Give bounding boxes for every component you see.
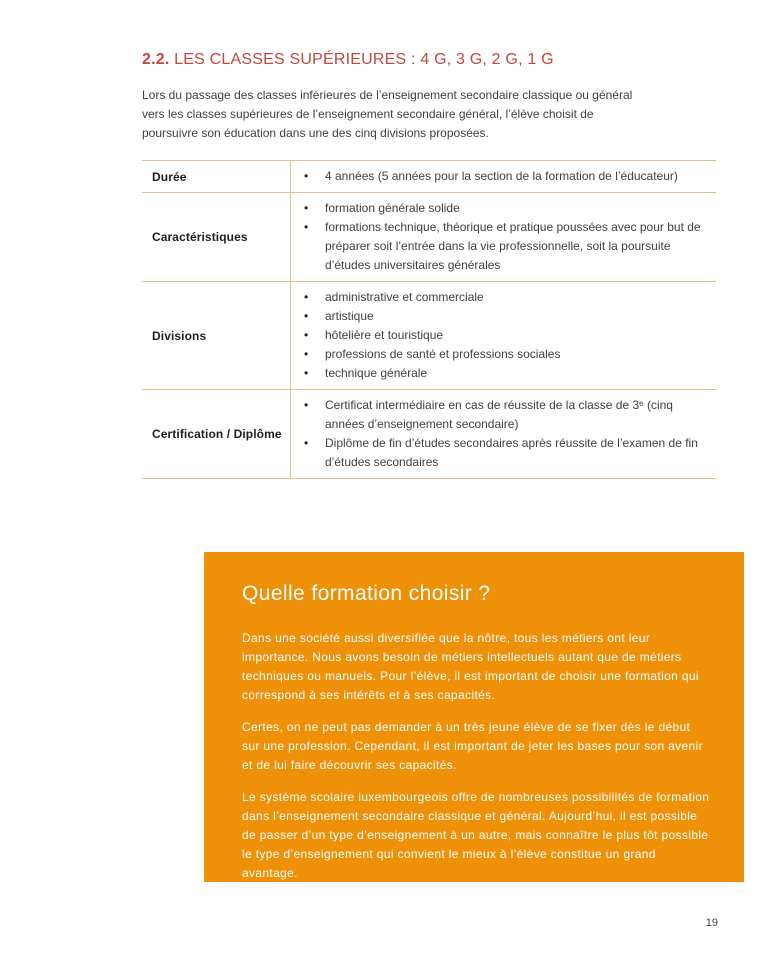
section-number: 2.2. — [142, 51, 170, 68]
row-content — [291, 161, 716, 192]
row-label: Divisions — [142, 282, 291, 389]
callout-paragraph: Dans une société aussi diversifiée que la nôtre, tous les métiers ont leur importance. Nous avons besoin de métiers intellectuels autant que de métiers techniques ou manuels. Pour l’élève, il est important de choisir une formation qui correspond à ses intérêts et à ses capacités. — [242, 631, 699, 702]
table-row-caracteristiques — [142, 193, 716, 282]
bullet-item: • technique générale — [291, 364, 706, 383]
table-row-certification — [142, 390, 716, 479]
bullet-list — [291, 167, 706, 186]
row-content — [291, 193, 716, 281]
callout-title: Quelle formation choisir ? — [242, 582, 491, 605]
bullet-item: • professions de santé et professions sociales — [291, 345, 706, 364]
row-label: Certification / Diplôme — [142, 390, 291, 478]
bullet-list — [291, 396, 706, 472]
bullet-item: • Diplôme de fin d’études secondaires après réussite de l’examen de fin d’études secondaires — [291, 434, 706, 472]
table-row-divisions — [142, 282, 716, 390]
bullet-item: • 4 années (5 années pour la section de la formation de l’éducateur) — [291, 167, 706, 186]
page-number: 19 — [705, 917, 718, 929]
bullet-item: • formations technique, théorique et pratique poussées avec pour but de préparer soit l’entrée dans la vie professionnelle, soit la poursuite d’études universitaires générales — [291, 218, 706, 275]
row-content — [291, 282, 716, 389]
table-row-duree — [142, 161, 716, 193]
section-heading — [142, 50, 716, 70]
orange-callout-box — [204, 552, 744, 882]
section-title: LES CLASSES SUPÉRIEURES : 4 G, 3 G, 2 G, 1 G — [169, 51, 554, 68]
row-label: Caractéristiques — [142, 193, 291, 281]
intro-paragraph: Lors du passage des classes inférieures de l’enseignement secondaire classique ou général vers les classes supérieures de l’enseignement secondaire général, l’élève choisit de poursuivre son éducation dans une des cinq divisions proposées. — [142, 88, 633, 140]
callout-paragraph: Certes, on ne peut pas demander à un très jeune élève de se fixer dès le début sur une profession. Cependant, il est important de jeter les bases pour son avenir et de lui faire découvrir ses capacités. — [242, 720, 703, 772]
row-label: Durée — [142, 161, 291, 192]
bullet-item: • artistique — [291, 307, 706, 326]
info-table — [142, 160, 716, 479]
bullet-list — [291, 199, 706, 275]
bullet-item: • formation générale solide — [291, 199, 706, 218]
bullet-item: • administrative et commerciale — [291, 288, 706, 307]
bullet-item: • Certificat intermédiaire en cas de réussite de la classe de 3ᵉ (cinq années d’enseignement secondaire) — [291, 396, 706, 434]
bullet-item: • hôtelière et touristique — [291, 326, 706, 345]
bullet-list — [291, 288, 706, 383]
callout-paragraph: Le système scolaire luxembourgeois offre de nombreuses possibilités de formation dans l’enseignement secondaire classique et général. Aujourd’hui, il est possible de passer d’un type d’enseignement à un autre, mais connaître le plus tôt possible le type d’enseignement qui convient le mieux à l’élève constitue un grand avantage. — [242, 790, 710, 880]
row-content — [291, 390, 716, 478]
main-content-column — [142, 50, 716, 479]
